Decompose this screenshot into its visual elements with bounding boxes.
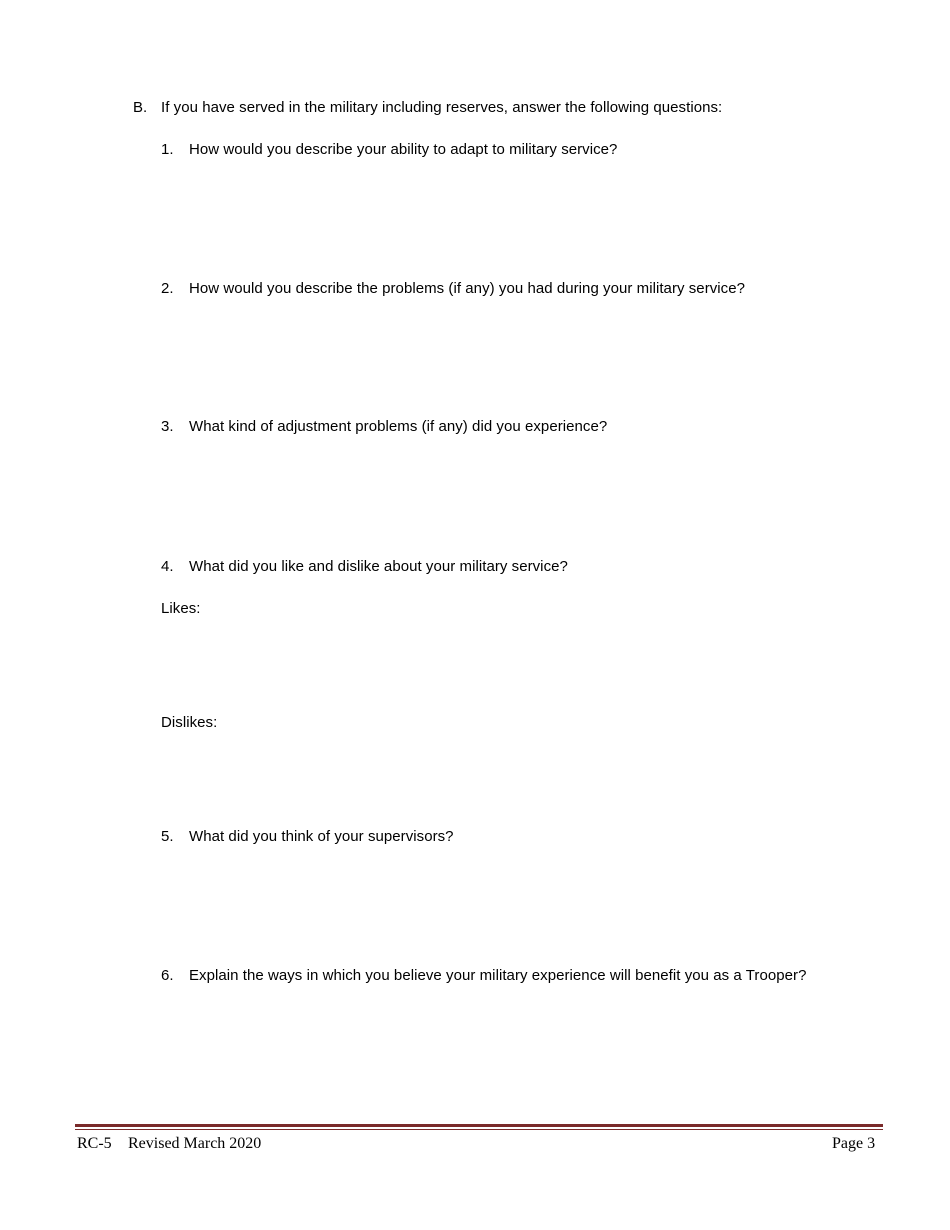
question-number: 4. [161, 558, 174, 575]
question-text: How would you describe your ability to adapt to military service? [189, 141, 618, 158]
footer-divider-thick [75, 1124, 883, 1127]
section-marker: B. [133, 99, 148, 116]
question-number: 6. [161, 967, 174, 984]
question-text: How would you describe the problems (if any) you had during your military service? [189, 280, 746, 297]
question-number: 2. [161, 280, 174, 297]
question-text: What kind of adjustment problems (if any) did you experience? [189, 418, 608, 435]
question-number: 1. [161, 141, 174, 158]
footer-revised-date: Revised March 2020 [128, 1135, 262, 1152]
question-text: What did you like and dislike about your military service? [189, 558, 568, 575]
footer-form-code: RC-5 [77, 1135, 112, 1152]
question-text: What did you think of your supervisors? [189, 828, 454, 845]
question-text: Explain the ways in which you believe your military experience will benefit you as a Trooper? [189, 967, 807, 984]
question-number: 3. [161, 418, 174, 435]
section-instruction: If you have served in the military including reserves, answer the following questions: [161, 99, 723, 116]
dislikes-label: Dislikes: [161, 714, 218, 731]
footer-page-number: Page 3 [832, 1135, 876, 1152]
footer-divider-thin [75, 1129, 883, 1130]
question-number: 5. [161, 828, 174, 845]
likes-label: Likes: [161, 600, 201, 617]
